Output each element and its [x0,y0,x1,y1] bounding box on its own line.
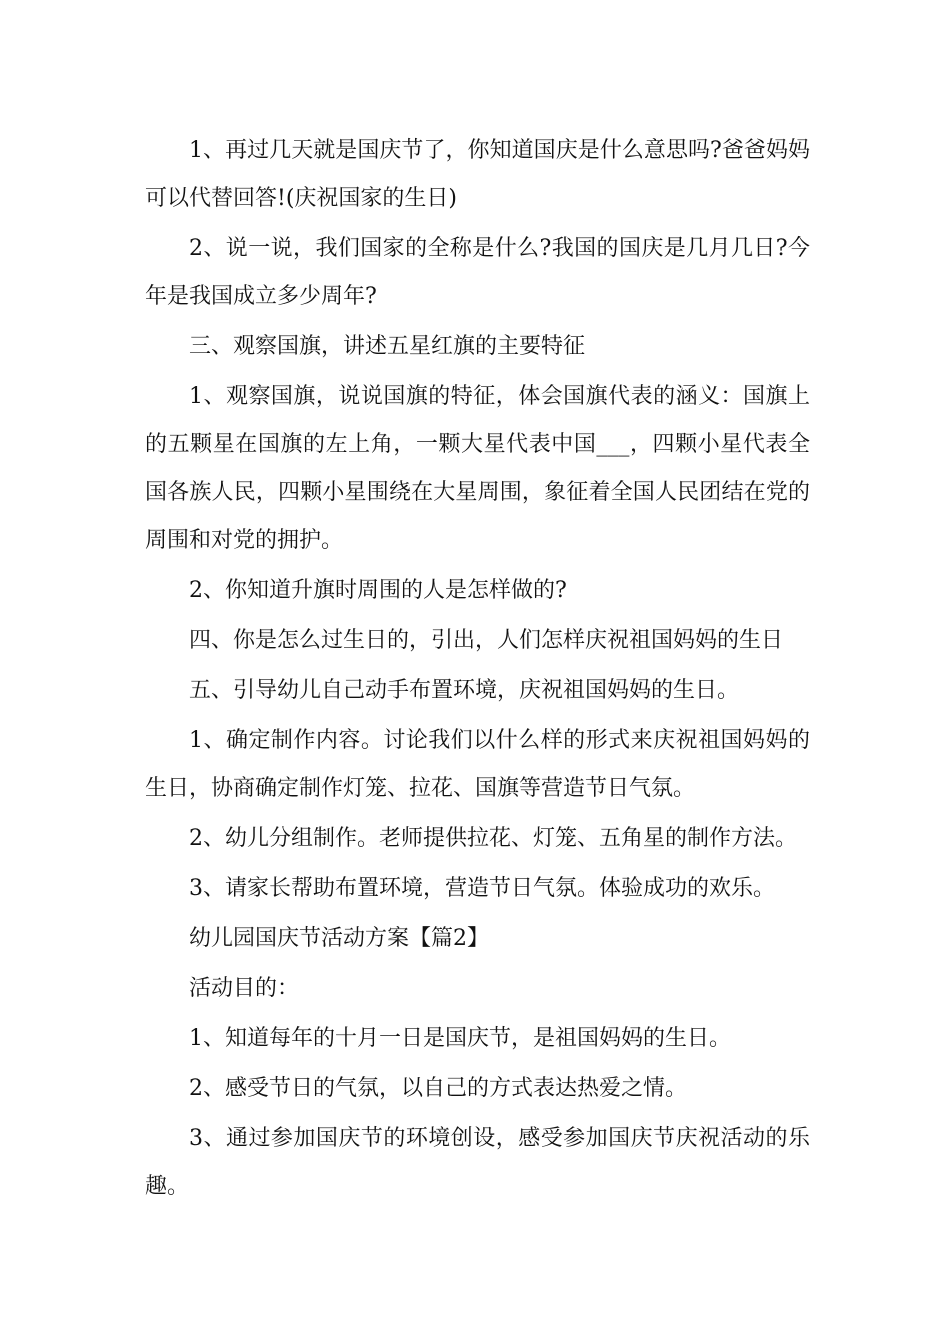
paragraph-8: 1、确定制作内容。讨论我们以什么样的形式来庆祝祖国妈妈的生日，协商确定制作灯笼、拉花、国旗等营造节日气氛。 [145,728,810,801]
paragraph-1: 1、再过几天就是国庆节了，你知道国庆是什么意思吗?爸爸妈妈可以代替回答!(庆祝国家的生日) [145,138,810,211]
paragraph-2: 2、说一说，我们国家的全称是什么?我国的国庆是几月几日?今年是我国成立多少周年? [145,236,810,309]
paragraph-4: 1、观察国旗，说说国旗的特征，体会国旗代表的涵义：国旗上的五颗星在国旗的左上角，一颗大星代表中国___，四颗小星代表全国各族人民，四颗小星围绕在大星周围，象征着全国人民团结在党的周围和对党的拥护。 [145,384,810,553]
paragraph-5: 2、你知道升旗时周围的人是怎样做的? [189,578,567,603]
goal-item-1: 1、知道每年的十月一日是国庆节，是祖国妈妈的生日。 [189,1026,731,1051]
activity-goal-heading: 活动目的： [189,976,300,1001]
section-heading-4: 四、你是怎么过生日的，引出，人们怎样庆祝祖国妈妈的生日 [189,628,784,653]
section-heading-5: 五、引导幼儿自己动手布置环境，庆祝祖国妈妈的生日。 [189,678,740,703]
document-body [145,127,810,1213]
goal-item-3: 3、通过参加国庆节的环境创设，感受参加国庆节庆祝活动的乐趣。 [145,1126,810,1199]
goal-item-2: 2、感受节日的气氛，以自己的方式表达热爱之情。 [189,1076,687,1101]
paragraph-9: 2、幼儿分组制作。老师提供拉花、灯笼、五角星的制作方法。 [189,826,797,851]
paragraph-10: 3、请家长帮助布置环境，营造节日气氛。体验成功的欢乐。 [189,876,775,901]
article-heading: 幼儿园国庆节活动方案【篇2】 [189,926,489,951]
section-heading-3: 三、观察国旗，讲述五星红旗的主要特征 [189,334,586,359]
